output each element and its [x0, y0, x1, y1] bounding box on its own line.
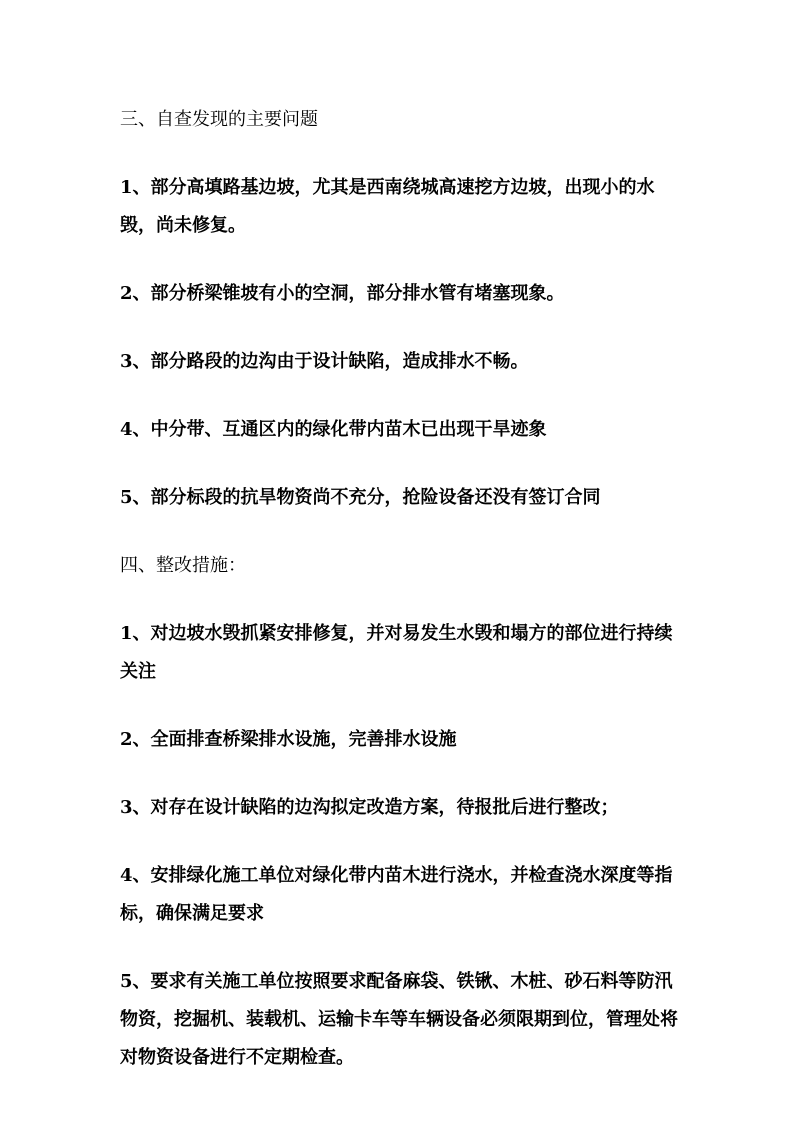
- measure-item-1: 1、对边坡水毁抓紧安排修复，并对易发生水毁和塌方的部位进行持续关注: [120, 623, 673, 682]
- issue-item-3: 3、部分路段的边沟由于设计缺陷，造成排水不畅。: [120, 351, 529, 372]
- measure-item-5: 5、要求有关施工单位按照要求配备麻袋、铁锹、木桩、砂石料等防汛物资，挖掘机、装载机、运输卡车等车辆设备必须限期到位，管理处将对物资设备进行不定期检查。: [120, 971, 678, 1068]
- issue-item-4: 4、中分带、互通区内的绿化带内苗木已出现干旱迹象: [120, 419, 547, 440]
- measure-item-3: 3、对存在设计缺陷的边沟拟定改造方案，待报批后进行整改；: [120, 797, 619, 818]
- measure-item-4: 4、安排绿化施工单位对绿化带内苗木进行浇水，并检查浇水深度等指标，确保满足要求: [120, 865, 673, 924]
- issue-item-5: 5、部分标段的抗旱物资尚不充分，抢险设备还没有签订合同: [120, 487, 601, 508]
- section-heading-rectification: 四、整改措施：: [120, 555, 246, 576]
- document-body: [120, 101, 680, 1107]
- section-heading-self-check: 三、自查发现的主要问题: [120, 109, 318, 130]
- issue-item-2: 2、部分桥梁锥坡有小的空洞，部分排水管有堵塞现象。: [120, 283, 565, 304]
- measure-item-2: 2、全面排查桥梁排水设施，完善排水设施: [120, 729, 457, 750]
- issue-item-1: 1、部分高填路基边坡，尤其是西南绕城高速挖方边坡，出现小的水毁，尚未修复。: [120, 177, 655, 236]
